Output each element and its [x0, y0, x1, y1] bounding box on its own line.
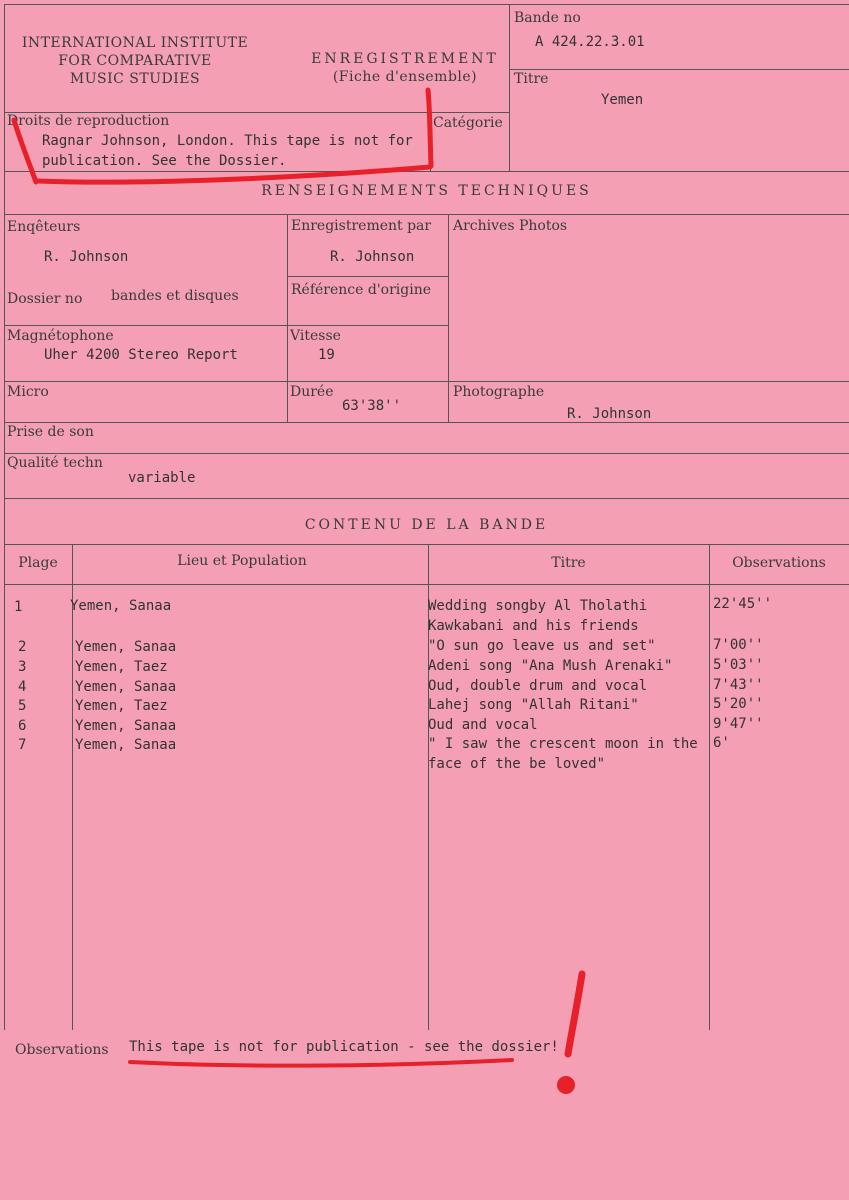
duration-cell: 7'00'' — [713, 637, 764, 653]
bande-value: A 424.22.3.01 — [535, 34, 645, 50]
institute-line-2: FOR COMPARATIVE — [58, 53, 212, 69]
photographe-value: R. Johnson — [567, 406, 652, 422]
lieu-cell: Yemen, Sanaa — [75, 718, 177, 734]
enregistrement-value: R. Johnson — [330, 249, 415, 265]
lieu-cell: Yemen, Sanaa — [70, 598, 172, 614]
archives-label: Archives Photos — [453, 218, 568, 234]
form-subtitle: (Fiche d'ensemble) — [332, 69, 478, 85]
vitesse-value: 19 — [318, 347, 335, 363]
col-header-titre: Titre — [551, 555, 586, 571]
exclamation-dot-icon — [557, 1076, 575, 1094]
observations-label: Observations — [15, 1042, 109, 1058]
plage-number: 5 — [18, 698, 27, 714]
plage-number: 4 — [18, 679, 27, 695]
dossier-value: bandes et disques — [111, 288, 239, 304]
col-header-observations: Observations — [732, 555, 826, 571]
duree-value: 63'38'' — [342, 398, 402, 414]
plage-number: 2 — [18, 639, 27, 655]
duration-cell: 5'03'' — [713, 657, 764, 673]
qualite-label: Qualité techn — [7, 455, 103, 471]
titre-cell: Oud and vocal — [428, 717, 538, 733]
lieu-cell: Yemen, Taez — [75, 698, 168, 714]
qualite-value: variable — [128, 470, 196, 486]
plage-number: 6 — [18, 718, 27, 734]
lieu-cell: Yemen, Sanaa — [75, 679, 177, 695]
droits-label: Droits de reproduction — [7, 113, 170, 129]
micro-label: Micro — [7, 384, 49, 400]
titre-label: Titre — [514, 71, 549, 87]
duration-cell: 5'20'' — [713, 696, 764, 712]
vitesse-label: Vitesse — [290, 328, 341, 344]
col-header-plage: Plage — [18, 555, 58, 571]
titre-cell: Wedding songby Al Tholathi Kawkabani and his friends — [428, 598, 648, 634]
marker-bracket-left — [14, 120, 36, 182]
titre-value: Yemen — [601, 92, 644, 108]
institute-line-1: INTERNATIONAL INSTITUTE — [21, 35, 249, 51]
duration-cell: 22'45'' — [713, 596, 773, 612]
photographe-label: Photographe — [453, 384, 545, 400]
institute-line-3: MUSIC STUDIES — [69, 71, 201, 87]
marker-underline — [130, 1060, 512, 1066]
exclamation-mark-icon — [568, 974, 582, 1054]
form-title: ENREGISTREMENT — [311, 51, 499, 67]
observations-value: This tape is not for publication - see the dossier! — [129, 1039, 559, 1055]
enqueteurs-value: R. Johnson — [44, 249, 129, 265]
categorie-label: Catégorie — [433, 115, 503, 131]
enqueteurs-label: Enqêteurs — [7, 219, 81, 235]
plage-number: 3 — [18, 659, 27, 675]
col-header-lieu: Lieu et Population — [177, 553, 307, 569]
duree-label: Durée — [290, 384, 334, 400]
plage-number: 7 — [18, 737, 27, 753]
marker-bracket-right — [428, 90, 431, 166]
prise-label: Prise de son — [7, 424, 94, 440]
bande-label: Bande no — [514, 10, 581, 26]
magnetophone-label: Magnétophone — [7, 328, 114, 344]
dossier-label: Dossier no — [7, 291, 83, 307]
duration-cell: 6' — [713, 735, 730, 751]
enregistrement-label: Enregistrement par — [291, 218, 432, 234]
reference-label: Référence d'origine — [291, 282, 432, 298]
magnetophone-value: Uher 4200 Stereo Report — [44, 347, 238, 363]
titre-cell: Oud, double drum and vocal — [428, 678, 648, 694]
titre-cell: Lahej song "Allah Ritani" — [428, 697, 639, 713]
plage-number: 1 — [14, 599, 23, 615]
contenu-section-title: CONTENU DE LA BANDE — [304, 517, 549, 533]
titre-cell: " I saw the crescent moon in the face of the be loved" — [428, 736, 698, 772]
duration-cell: 7'43'' — [713, 677, 764, 693]
titre-cell: "O sun go leave us and set" — [428, 638, 656, 654]
droits-line-2: publication. See the Dossier. — [42, 153, 287, 169]
lieu-cell: Yemen, Sanaa — [75, 639, 177, 655]
lieu-cell: Yemen, Taez — [75, 659, 168, 675]
titre-cell: Adeni song "Ana Mush Arenaki" — [428, 658, 673, 674]
lieu-cell: Yemen, Sanaa — [75, 737, 177, 753]
technical-section-title: RENSEIGNEMENTS TECHNIQUES — [261, 183, 592, 199]
duration-cell: 9'47'' — [713, 716, 764, 732]
droits-line-1: Ragnar Johnson, London. This tape is not for — [42, 133, 413, 149]
marker-bracket-bottom — [38, 167, 430, 182]
